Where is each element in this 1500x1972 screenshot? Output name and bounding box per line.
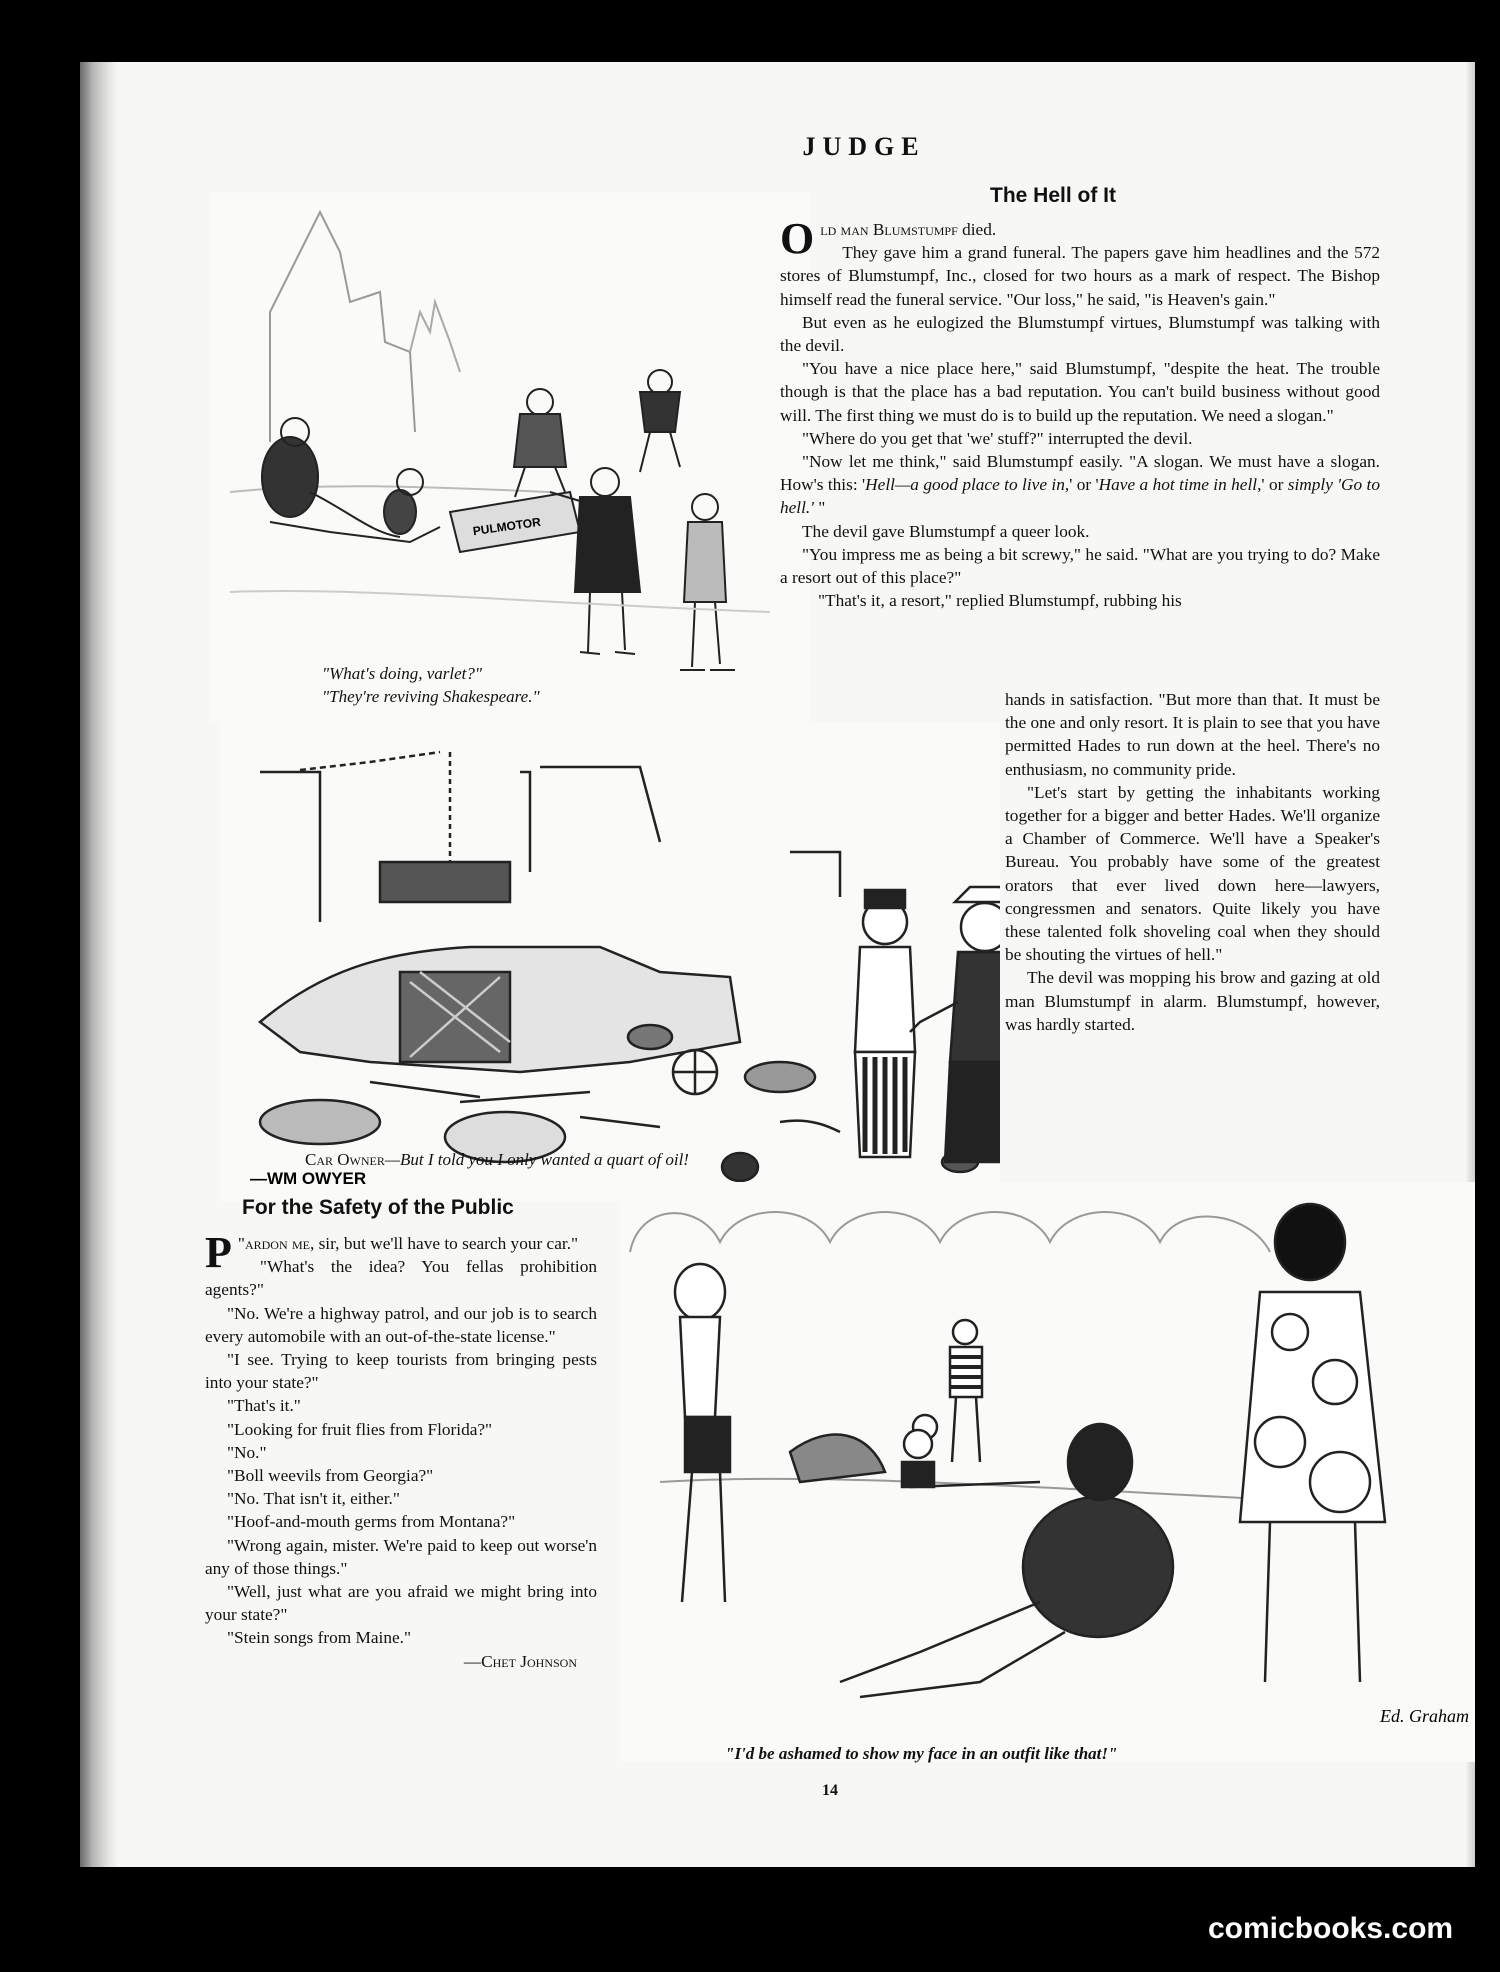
story2-line: "No. That isn't it, either." xyxy=(227,1489,400,1509)
story2-lead: " P ardon me, sir, but we'll have to search your car." xyxy=(205,1228,579,1277)
magazine-page xyxy=(80,62,1475,1867)
story2-line: "What's the idea? You fellas prohibition agents?" xyxy=(205,1257,597,1300)
story1-paragraph xyxy=(780,450,1380,520)
cartoon1-caption-line2: "They're reviving Shakespeare." xyxy=(322,687,540,706)
story1-paragraph: The devil gave Blumstumpf a queer look. xyxy=(802,521,1090,541)
story1-body-top xyxy=(780,214,1380,612)
story1-paragraph: "Let's start by getting the inhabitants working together for a bigger and better Hades. We'll organize a Chamber of Commerce. We'll have a Speaker's Bureau. You probably have some of the greatest orators that ever lived down here—lawyers, congressmen and senators. Quite likely you have these talented folk shoveling coal when they should be shouting the virtues of hell." xyxy=(1005,782,1380,965)
cartoon-beach xyxy=(620,1182,1475,1762)
story2-line: "No." xyxy=(227,1442,267,1462)
story1-paragraph: But even as he eulogized the Blumstumpf virtues, Blumstumpf was talking with the devil. xyxy=(780,312,1380,356)
story2-line: "Looking for fruit flies from Florida?" xyxy=(227,1419,493,1439)
cartoon2-caption xyxy=(305,1150,945,1170)
watermark: comicbooks.com xyxy=(1208,1912,1454,1945)
story1-text: ' or xyxy=(1261,475,1288,495)
story2-byline: —Chet Johnson xyxy=(463,1651,577,1671)
story2-line: "I see. Trying to keep tourists from bringing pests into your state?" xyxy=(205,1350,597,1393)
story1-lead-smallcaps: ld man Blumstumpf xyxy=(820,220,958,239)
story1-lead-rest: died. xyxy=(957,220,997,239)
story1-paragraph: They gave him a grand funeral. The papers gave him headlines and the 572 stores of Blumstumpf, Inc., closed for two hours as a mark of respect. The Bishop himself read the funeral service. "Our loss," he said, "is Heaven's gain." xyxy=(780,243,1380,309)
story1-dropcap: O xyxy=(780,214,815,263)
story1-paragraph: "You have a nice place here," said Blumstumpf, "despite the heat. The trouble though is that the place has a bad reputation. You can't build business without good will. The first thing we must do is to build up the reputation. We need a slogan." xyxy=(780,359,1380,425)
cartoon1-caption xyxy=(322,662,742,708)
cartoon1-caption-line1: "What's doing, varlet?" xyxy=(322,664,483,683)
cartoon2-caption-speaker: Car Owner xyxy=(305,1150,385,1169)
cartoon3-signature: Ed. Graham xyxy=(1380,1706,1469,1726)
story2-line: "Boll weevils from Georgia?" xyxy=(227,1466,434,1486)
story1-paragraph: hands in satisfaction. "But more than that. It must be the one and only resort. It is plain to see that you have permitted Hades to run down at the heel. There's no enthusiasm, no community pride. xyxy=(1005,690,1380,779)
story1-lead xyxy=(780,214,1380,263)
story2-title: For the Safety of the Public xyxy=(242,1196,514,1219)
story1-paragraph: "That's it, a resort," replied Blumstumpf, rubbing his xyxy=(818,591,1182,611)
story2-lead-rest: sir, but we'll have to search your car." xyxy=(314,1234,579,1253)
story1-slogan: Hell—a good place to live in, xyxy=(865,475,1070,495)
story1-body-narrow xyxy=(1005,688,1380,1036)
story1-text: " xyxy=(813,498,826,518)
story1-title: The Hell of It xyxy=(990,184,1116,207)
story1-slogan: Have a hot time in hell, xyxy=(1098,475,1262,495)
barrel-label: PULMOTOR xyxy=(471,514,542,539)
page-number: 14 xyxy=(822,1782,838,1799)
story1-paragraph: "Where do you get that 'we' stuff?" interrupted the devil. xyxy=(802,428,1193,448)
story1-text: "Now let me think," said Blumstumpf easily. "A slogan. We must have a slogan. How's this: ' xyxy=(780,452,1380,495)
story2-line: "Wrong again, mister. We're paid to keep out worse'n any of those things." xyxy=(205,1535,597,1578)
story2-line: "Stein songs from Maine." xyxy=(227,1628,412,1648)
masthead: JUDGE xyxy=(802,132,926,161)
story2-line: "Well, just what are you afraid we might bring into your state?" xyxy=(205,1582,597,1625)
story1-paragraph: "You impress me as being a bit screwy," he said. "What are you trying to do? Make a resort out of this place?" xyxy=(780,544,1380,588)
cartoon2-signature: —WM OWYER xyxy=(250,1169,367,1188)
story2-body xyxy=(205,1228,597,1673)
story2-dropcap: P xyxy=(205,1228,232,1277)
story1-paragraph: The devil was mopping his brow and gazing at old man Blumstumpf in alarm. Blumstumpf, however, was hardly started. xyxy=(1005,968,1380,1034)
page-binding-shadow xyxy=(80,62,118,1867)
cartoon2-caption-text: —But I told you I only wanted a quart of oil! xyxy=(384,1150,689,1169)
cartoon-shakespeare xyxy=(210,192,810,722)
story2-line: "No. We're a highway patrol, and our job is to search every automobile with an out-of-the-state license." xyxy=(205,1303,597,1346)
story2-lead-smallcaps: ardon me, xyxy=(244,1234,315,1253)
cartoon-car-owner xyxy=(220,722,1000,1202)
story1-text: ' or ' xyxy=(1069,475,1099,495)
story1-slogan: simply 'Go to hell.' xyxy=(780,475,1380,518)
story2-line: "Hoof-and-mouth germs from Montana?" xyxy=(227,1512,516,1532)
story2-line: "That's it." xyxy=(227,1396,301,1416)
cartoon3-caption: "I'd be ashamed to show my face in an outfit like that!" xyxy=(725,1744,1118,1763)
